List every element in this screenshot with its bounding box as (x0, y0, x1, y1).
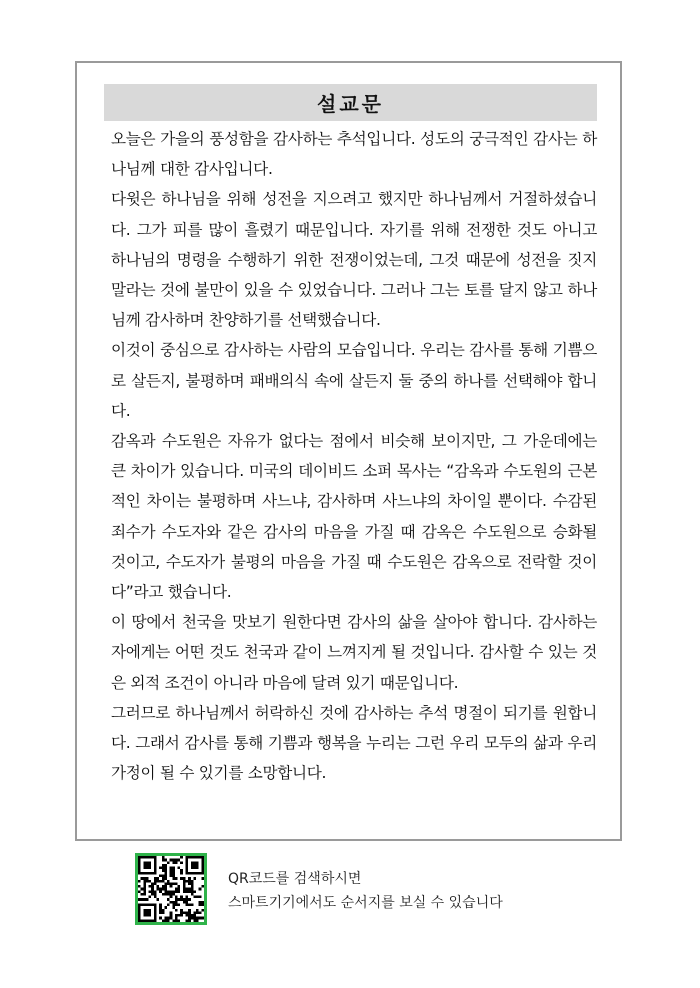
sermon-paragraph: 다윗은 하나님을 위해 성전을 지으려고 했지만 하나님께서 거절하셨습니다. 그가 피를 많이 흘렸기 때문입니다. 자기를 위해 전쟁한 것도 아니고 하나님의 명령을 수행하기 위한 전쟁이었는데, 그것 때문에 성전을 짓지 말라는 것에 불만이 있을 수 있었습니다. 그러나 그는 토를 달지 않고 하나님께 감사하며 찬양하기를 선택했습니다. (111, 190, 597, 330)
qr-caption-line2: 스마트기기에서도 순서지를 보실 수 있습니다 (228, 895, 503, 911)
qr-caption (228, 867, 503, 915)
sermon-paragraph: 오늘은 가을의 풍성함을 감사하는 추석입니다. 성도의 궁극적인 감사는 하나님께 대한 감사입니다. (111, 130, 597, 179)
sermon-paragraph: 이 땅에서 천국을 맛보기 원한다면 감사의 삶을 살아야 합니다. 감사하는 자에게는 어떤 것도 천국과 같이 느껴지게 될 것입니다. 감사할 수 있는 것은 외적 조건이 아니라 마음에 달려 있기 때문입니다. (111, 613, 597, 692)
sermon-body (111, 124, 597, 788)
sermon-paragraph: 그러므로 하나님께서 허락하신 것에 감사하는 추석 명절이 되기를 원합니다. 그래서 감사를 통해 기쁨과 행복을 누리는 그런 우리 모두의 삶과 우리 가정이 될 수 있기를 소망합니다. (111, 703, 597, 783)
sermon-title: 설교문 (104, 84, 597, 121)
qr-caption-line1: QR코드를 검색하시면 (228, 871, 362, 887)
qr-code-image (138, 856, 204, 922)
qr-code[interactable] (135, 853, 207, 925)
sermon-paragraph: 감옥과 수도원은 자유가 없다는 점에서 비슷해 보이지만, 그 가운데에는 큰 차이가 있습니다. 미국의 데이비드 소퍼 목사는 “감옥과 수도원의 근본적인 차이는 불평하며 사느냐, 감사하며 사느냐의 차이일 뿐이다. 수감된 죄수가 수도자와 같은 감사의 마음을 가질 때 감옥은 수도원으로 승화될 것이고, 수도자가 불평의 마음을 가질 때 수도원은 감옥으로 전락할 것이다”라고 했습니다. (111, 432, 597, 602)
sermon-paragraph: 이것이 중심으로 감사하는 사람의 모습입니다. 우리는 감사를 통해 기쁨으로 살든지, 불평하며 패배의식 속에 살든지 둘 중의 하나를 선택해야 합니다. (111, 341, 597, 420)
